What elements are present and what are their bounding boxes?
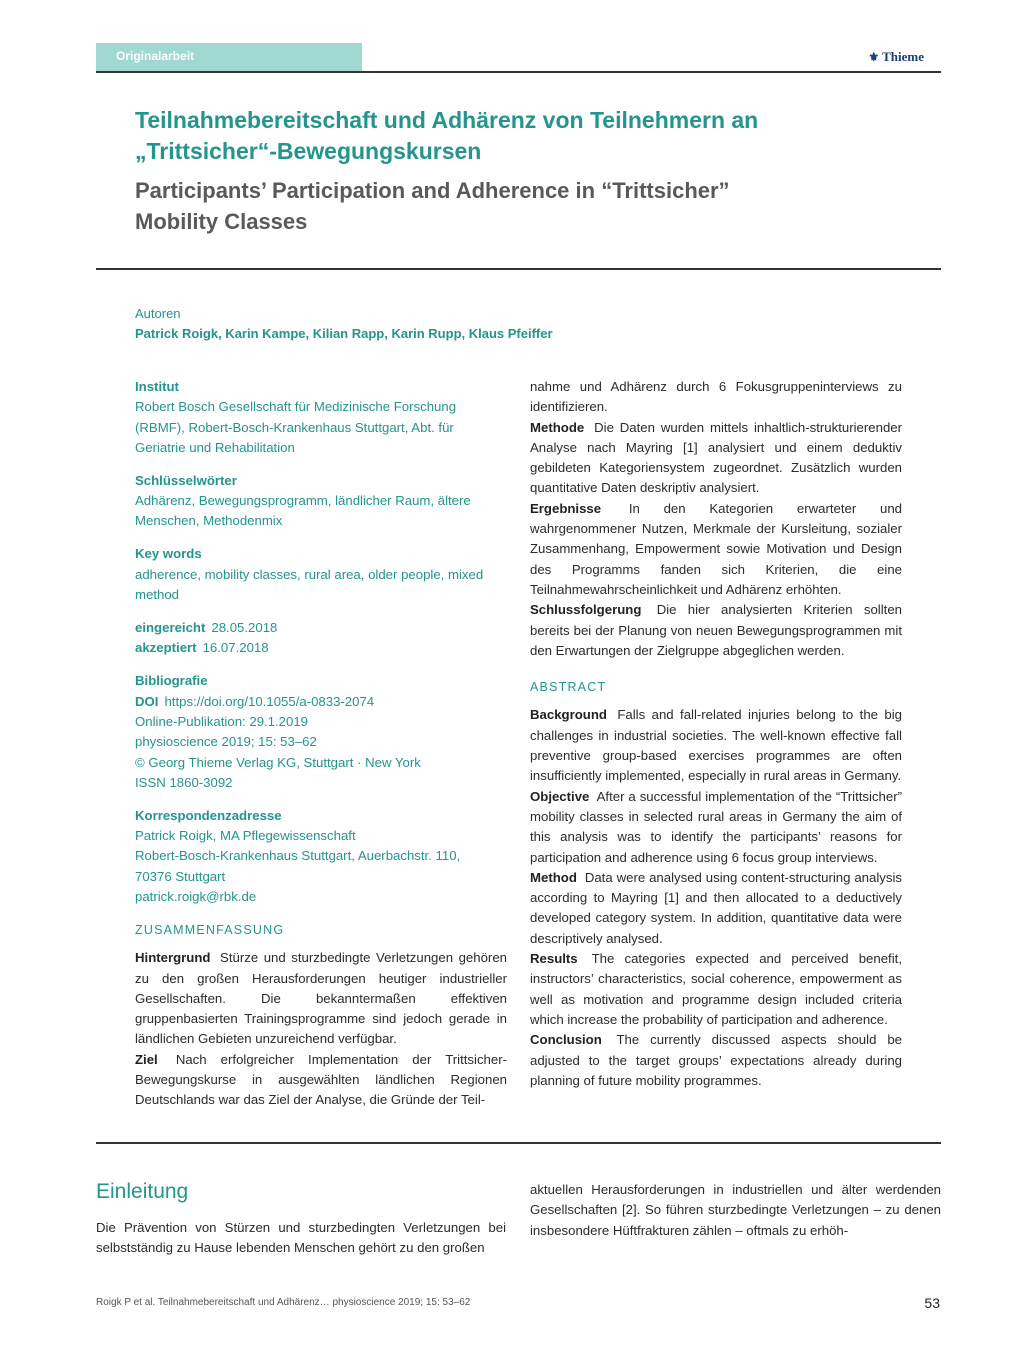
email-link[interactable]: patrick.roigk@rbk.de (135, 888, 257, 904)
title-rule (96, 268, 941, 270)
results-paragraph (530, 949, 902, 1030)
footer-citation: Roigk P et al. Teilnahmebereitschaft und Adhärenz… physioscience 2019; 15: 53–62 (96, 1297, 471, 1308)
einleitung-text-right: aktuellen Herausforderungen in industriellen und älter werdenden Gesellschaften [2]. So führen sturzbedingte Verletzungen – zu denen insbesondere Hüftfrakturen zählen – oftmals zu erhöh- (530, 1182, 941, 1238)
background-label: Background (530, 707, 607, 723)
objective-paragraph (530, 787, 902, 868)
title-english-line-1: Participants’ Participation and Adherence in “Trittsicher” (135, 178, 730, 203)
hintergrund-paragraph (135, 948, 507, 1049)
article-type-tag: Originalarbeit (96, 43, 362, 71)
background-text: Falls and fall-related injuries belong to the big challenges in industrial societies. The well-known effective fall preventive group-based exercises programmes are often insufficiently implemented, especially in rural areas in Germany. (530, 707, 902, 784)
bibliografie-block (135, 671, 507, 793)
einleitung-text-left: Die Prävention von Stürzen und sturzbedingten Verletzungen bei selbstständig zu Hause lebenden Menschen gehört zu den großen (96, 1220, 506, 1256)
method-label: Method (530, 869, 577, 885)
methode-text: Die Daten wurden mittels inhaltlich-strukturierender Analyse nach Mayring [1] analysiert und einem deduktiv gebildeten Kategoriensystem zugeordnet. Zusätzlich wurden quantitative Daten deskriptiv analysiert. (530, 419, 903, 496)
schlussfolgerung-paragraph (530, 600, 902, 661)
accepted-date (135, 638, 507, 658)
dates-block (135, 618, 507, 659)
institut-line: Geriatrie und Rehabilitation (135, 439, 295, 455)
method-text: Data were analysed using content-structuring analysis according to Mayring [1] and then allocated to a deductively developed category system. In addition, quantitative data were descriptively analysed. (530, 869, 902, 946)
submitted-date (135, 618, 507, 638)
title-english (135, 175, 855, 237)
ergebnisse-label: Ergebnisse (530, 500, 602, 516)
authors-label: Autoren (135, 306, 181, 321)
page-number: 53 (924, 1295, 940, 1311)
schlussfolgerung-text: Die hier analysierten Kriterien sollten bereits bei der Planung von neuen Bewegungsprogrammen mit den Erwartungen der Zielgruppe abgeglichen werden. (530, 602, 902, 658)
doi-link[interactable]: https://doi.org/10.1055/a-0833-2074 (164, 693, 375, 709)
objective-text: After a successful implementation of the “Trittsicher” mobility classes in selected rural areas in Germany the aim of this analysis was to identify the participants’ reasons for participation and adherence using 6 focus group interviews. (530, 788, 903, 865)
title-german-line-2: „Trittsicher“-Bewegungskursen (135, 138, 482, 164)
korrespondenz-line: Patrick Roigk, MA Pflegewissenschaft (135, 828, 356, 844)
accepted-label: akzeptiert (135, 640, 197, 656)
conclusion-paragraph (530, 1030, 902, 1091)
institut-block (135, 377, 507, 458)
ergebnisse-paragraph (530, 499, 902, 600)
submitted-label: eingereicht (135, 620, 206, 636)
title-german (135, 105, 855, 167)
header-rule (96, 71, 941, 73)
abstract-heading: ABSTRACT (530, 680, 607, 695)
schlussfolgerung-label: Schlussfolgerung (530, 602, 642, 618)
conclusion-text: The currently discussed aspects should be adjusted to the target groups’ expectations already during planning of future mobility programmes. (530, 1032, 902, 1088)
methode-label: Methode (530, 419, 585, 435)
schluesselwoerter-heading: Schlüsselwörter (135, 472, 237, 488)
ziel-paragraph (135, 1050, 507, 1111)
authors-list: Patrick Roigk, Karin Kampe, Kilian Rapp, Karin Rupp, Klaus Pfeiffer (135, 326, 553, 341)
title-english-line-2: Mobility Classes (135, 209, 308, 234)
keywords-heading: Key words (135, 546, 202, 562)
institut-heading: Institut (135, 379, 179, 394)
doi-line (135, 692, 507, 712)
thieme-emblem-icon: ⚜ (868, 50, 880, 64)
korrespondenz-block (135, 806, 507, 907)
bibliografie-line: physioscience 2019; 15: 53–62 (135, 734, 317, 750)
ziel-continuation: nahme und Adhärenz durch 6 Fokusgruppeninterviews zu identifizieren. (530, 379, 902, 415)
results-text: The categories expected and perceived benefit, instructors’ characteristics, social coherence, empowerment as well as motivation and programme design included criteria which increase the probability of participation and adherence. (530, 951, 902, 1027)
keywords-line: method (135, 587, 179, 603)
schluesselwoerter-line: Menschen, Methodenmix (135, 513, 283, 529)
einleitung-heading: Einleitung (96, 1180, 189, 1203)
schluesselwoerter-line: Adhärenz, Bewegungsprogramm, ländlicher Raum, ältere (135, 493, 471, 509)
ziel-label: Ziel (135, 1051, 158, 1067)
institut-line: Robert Bosch Gesellschaft für Medizinische Forschung (135, 399, 457, 415)
hintergrund-label: Hintergrund (135, 950, 211, 966)
background-paragraph (530, 705, 902, 786)
korrespondenz-line: 70376 Stuttgart (135, 868, 226, 884)
korrespondenz-line: Robert-Bosch-Krankenhaus Stuttgart, Auerbachstr. 110, (135, 848, 461, 864)
schluesselwoerter-block (135, 471, 507, 532)
accepted-value: 16.07.2018 (202, 640, 269, 656)
right-column (530, 377, 902, 1091)
institut-line: (RBMF), Robert-Bosch-Krankenhaus Stuttgart, Abt. für (135, 419, 454, 435)
left-column (135, 377, 507, 1111)
bibliografie-line: © Georg Thieme Verlag KG, Stuttgart · New York (135, 754, 421, 770)
korrespondenz-heading: Korrespondenzadresse (135, 807, 282, 823)
keywords-block (135, 544, 507, 605)
results-label: Results (530, 951, 578, 967)
zusammenfassung-heading: ZUSAMMENFASSUNG (135, 922, 285, 937)
keywords-line: adherence, mobility classes, rural area, older people, mixed (135, 566, 484, 582)
publisher-logo (868, 49, 924, 65)
methode-paragraph (530, 418, 902, 499)
ergebnisse-text: In den Kategorien erwarteter und wahrgenommener Nutzen, Merkmale der Kursleitung, sozialer Zusammenhang, Empowerment sowie Motivation und Design des Programms fanden sich Kriterien, die eine Teilnahmewahrscheinlichkeit und Adhärenz erhöhten. (530, 500, 902, 597)
publisher-name: Thieme (882, 49, 924, 64)
bibliografie-line: Online-Publikation: 29.1.2019 (135, 713, 309, 729)
bibliografie-line: ISSN 1860-3092 (135, 774, 233, 790)
bibliografie-heading: Bibliografie (135, 673, 208, 689)
conclusion-label: Conclusion (530, 1032, 602, 1048)
ziel-text: Nach erfolgreicher Implementation der Trittsicher-Bewegungskurse in ausgewählten ländlichen Regionen Deutschlands war das Ziel der Analyse, die Gründe der Teil- (135, 1051, 507, 1108)
method-paragraph (530, 868, 902, 949)
hintergrund-text: Stürze und sturzbedingte Verletzungen gehören zu den großen Herausforderungen heutiger industrieller Gesellschaften. Die bekanntermaßen effektiven gruppenbasierten Trainingsprogramme sind jedoch gerade in ländlichen Gebieten unzureichend verfügbar. (135, 950, 507, 1047)
title-german-line-1: Teilnahmebereitschaft und Adhärenz von Teilnehmern an (135, 107, 759, 133)
doi-label: DOI (135, 693, 159, 709)
submitted-value: 28.05.2018 (211, 620, 278, 636)
objective-label: Objective (530, 788, 590, 804)
abstract-end-rule (96, 1142, 941, 1144)
